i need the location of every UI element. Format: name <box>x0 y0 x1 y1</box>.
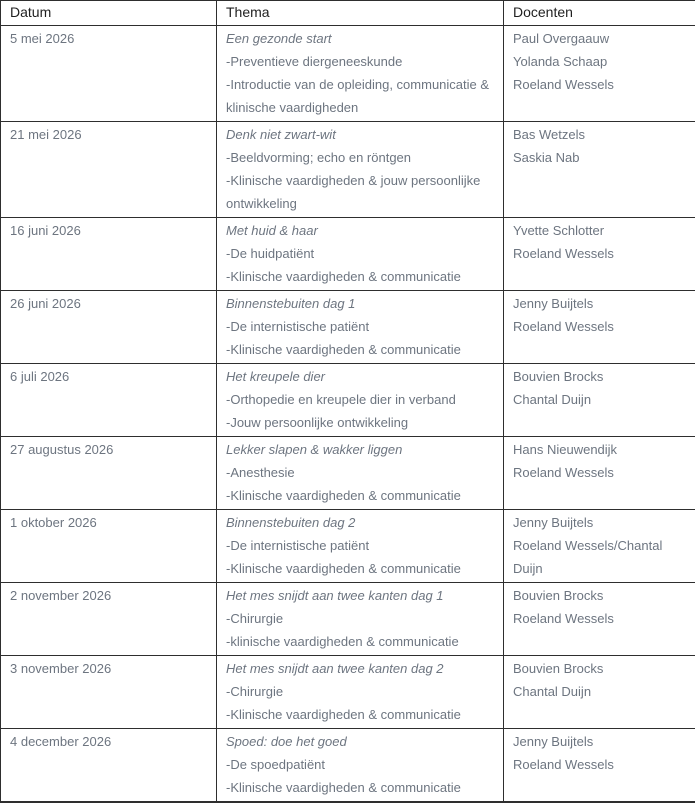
theme-cell <box>217 510 504 583</box>
docent-name: Hans Nieuwendijk <box>513 438 686 461</box>
docent-name: Bouvien Brocks <box>513 657 686 680</box>
theme-title: Spoed: doe het goed <box>226 730 494 753</box>
schedule-row <box>1 364 695 437</box>
theme-item: -Klinische vaardigheden & communicatie <box>226 703 494 726</box>
docent-name: Roeland Wessels <box>513 607 686 630</box>
schedule-body <box>1 26 695 803</box>
docenten-cell <box>504 729 695 803</box>
date-text: 21 mei 2026 <box>10 123 207 146</box>
docenten-cell <box>504 122 695 218</box>
theme-title: Het mes snijdt aan twee kanten dag 2 <box>226 657 494 680</box>
docent-name: Jenny Buijtels <box>513 292 686 315</box>
date-cell <box>1 729 217 803</box>
theme-item: -Orthopedie en kreupele dier in verband <box>226 388 494 411</box>
docent-name: Chantal Duijn <box>513 680 686 703</box>
theme-item: -De spoedpatiënt <box>226 753 494 776</box>
docent-name: Chantal Duijn <box>513 388 686 411</box>
date-cell <box>1 364 217 437</box>
docent-name: Roeland Wessels <box>513 73 686 96</box>
theme-item: -Chirurgie <box>226 607 494 630</box>
theme-title: Lekker slapen & wakker liggen <box>226 438 494 461</box>
docenten-cell <box>504 291 695 364</box>
schedule-row <box>1 26 695 122</box>
theme-title: Met huid & haar <box>226 219 494 242</box>
theme-title: Een gezonde start <box>226 27 494 50</box>
header-row <box>1 1 695 26</box>
theme-item: -Klinische vaardigheden & communicatie <box>226 265 494 288</box>
docenten-cell <box>504 583 695 656</box>
date-cell <box>1 656 217 729</box>
date-cell <box>1 583 217 656</box>
docenten-cell <box>504 510 695 583</box>
docenten-cell <box>504 656 695 729</box>
theme-item: -Beeldvorming; echo en röntgen <box>226 146 494 169</box>
theme-cell <box>217 583 504 656</box>
docenten-cell <box>504 26 695 122</box>
theme-item: -De huidpatiënt <box>226 242 494 265</box>
date-text: 5 mei 2026 <box>10 27 207 50</box>
date-cell <box>1 122 217 218</box>
docent-name: Saskia Nab <box>513 146 686 169</box>
theme-item: -Klinische vaardigheden & jouw persoonlijke ontwikkeling <box>226 169 494 215</box>
theme-title: Binnenstebuiten dag 1 <box>226 292 494 315</box>
docent-name: Yvette Schlotter <box>513 219 686 242</box>
schedule-row <box>1 583 695 656</box>
theme-item: -De internistische patiënt <box>226 315 494 338</box>
column-header-docenten: Docenten <box>504 1 695 26</box>
theme-item: -Klinische vaardigheden & communicatie <box>226 776 494 799</box>
theme-cell <box>217 364 504 437</box>
docent-name: Roeland Wessels <box>513 753 686 776</box>
date-cell <box>1 437 217 510</box>
schedule-row <box>1 218 695 291</box>
theme-item: -De internistische patiënt <box>226 534 494 557</box>
schedule-row <box>1 729 695 803</box>
schedule-row <box>1 510 695 583</box>
theme-item: -Introductie van de opleiding, communicatie & klinische vaardigheden <box>226 73 494 119</box>
docent-name: Roeland Wessels <box>513 242 686 265</box>
date-cell <box>1 510 217 583</box>
docent-name: Roeland Wessels <box>513 461 686 484</box>
docenten-cell <box>504 218 695 291</box>
theme-item: -Klinische vaardigheden & communicatie <box>226 484 494 507</box>
docent-name: Bas Wetzels <box>513 123 686 146</box>
docenten-cell <box>504 437 695 510</box>
docent-name: Bouvien Brocks <box>513 584 686 607</box>
theme-item: -Anesthesie <box>226 461 494 484</box>
docent-name: Jenny Buijtels <box>513 511 686 534</box>
date-text: 6 juli 2026 <box>10 365 207 388</box>
theme-item: -Klinische vaardigheden & communicatie <box>226 557 494 580</box>
theme-item: -Chirurgie <box>226 680 494 703</box>
theme-item: -klinische vaardigheden & communicatie <box>226 630 494 653</box>
theme-title: Denk niet zwart-wit <box>226 123 494 146</box>
theme-item: -Jouw persoonlijke ontwikkeling <box>226 411 494 434</box>
theme-cell <box>217 291 504 364</box>
schedule-row <box>1 656 695 729</box>
docent-name: Yolanda Schaap <box>513 50 686 73</box>
theme-item: -Preventieve diergeneeskunde <box>226 50 494 73</box>
theme-title: Het kreupele dier <box>226 365 494 388</box>
theme-cell <box>217 218 504 291</box>
theme-title: Binnenstebuiten dag 2 <box>226 511 494 534</box>
schedule-row <box>1 122 695 218</box>
theme-cell <box>217 729 504 803</box>
docent-name: Bouvien Brocks <box>513 365 686 388</box>
date-cell <box>1 291 217 364</box>
column-header-thema: Thema <box>217 1 504 26</box>
date-text: 3 november 2026 <box>10 657 207 680</box>
theme-cell <box>217 26 504 122</box>
date-cell <box>1 218 217 291</box>
theme-cell <box>217 437 504 510</box>
theme-title: Het mes snijdt aan twee kanten dag 1 <box>226 584 494 607</box>
docenten-cell <box>504 364 695 437</box>
schedule-row <box>1 291 695 364</box>
date-text: 16 juni 2026 <box>10 219 207 242</box>
schedule-row <box>1 437 695 510</box>
date-text: 1 oktober 2026 <box>10 511 207 534</box>
docent-name: Roeland Wessels <box>513 315 686 338</box>
docent-name: Jenny Buijtels <box>513 730 686 753</box>
theme-cell <box>217 656 504 729</box>
theme-item: -Klinische vaardigheden & communicatie <box>226 338 494 361</box>
column-header-datum: Datum <box>1 1 217 26</box>
date-text: 27 augustus 2026 <box>10 438 207 461</box>
docent-name: Roeland Wessels/Chantal Duijn <box>513 534 686 580</box>
date-text: 26 juni 2026 <box>10 292 207 315</box>
date-text: 2 november 2026 <box>10 584 207 607</box>
theme-cell <box>217 122 504 218</box>
docent-name: Paul Overgaauw <box>513 27 686 50</box>
date-cell <box>1 26 217 122</box>
date-text: 4 december 2026 <box>10 730 207 753</box>
